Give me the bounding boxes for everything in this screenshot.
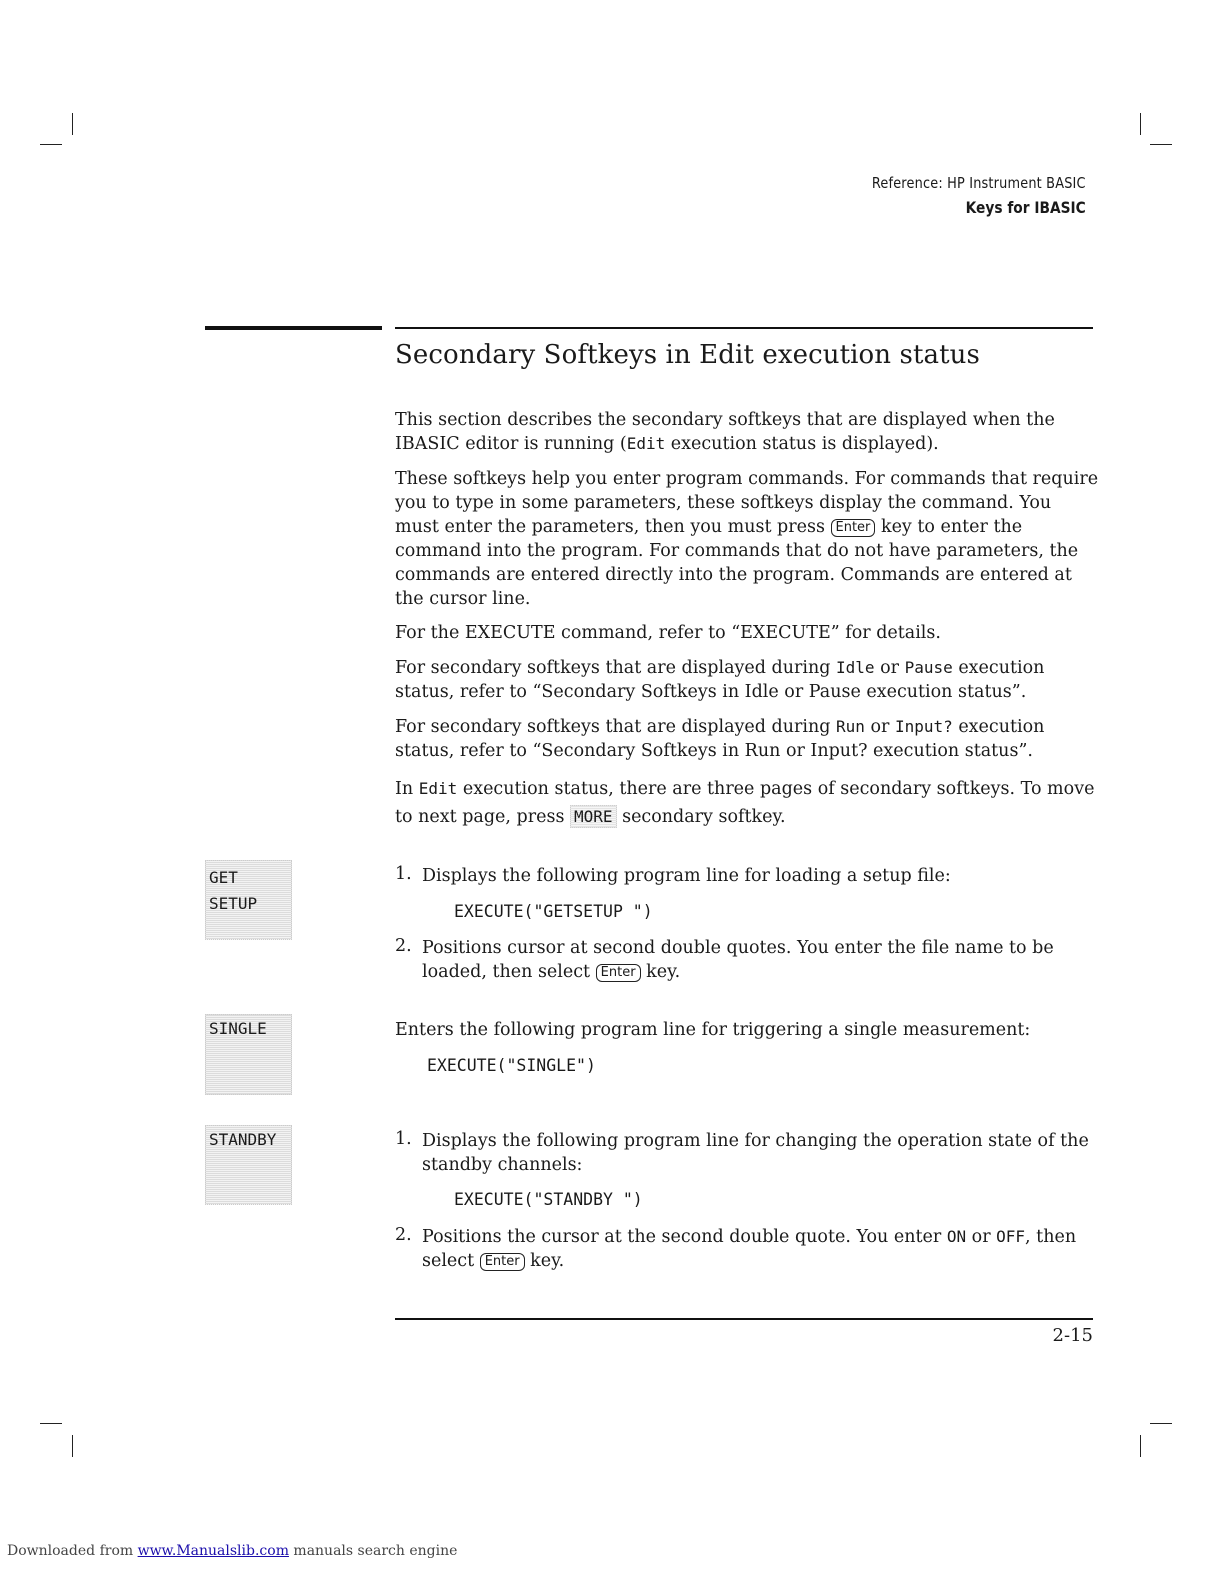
step-number: 2. <box>395 1225 412 1245</box>
single-softkey <box>205 1014 292 1095</box>
code-idle: Idle <box>836 658 875 677</box>
code-run: Run <box>836 717 865 736</box>
softkey-line: SINGLE <box>209 1019 267 1038</box>
text: or <box>864 717 895 737</box>
softkey-line: STANDBY <box>209 1130 277 1149</box>
text: These softkeys help you enter program commands. For commands that require you to type in some parameters, these softkeys display the command. You must enter the parameters, then you must press <box>395 469 1099 537</box>
code-input: Input? <box>894 717 953 736</box>
crop-mark <box>40 144 62 145</box>
enter-key: Enter <box>480 1253 525 1271</box>
softkey-line: GET <box>209 868 238 887</box>
get-setup-step1: Displays the following program line for loading a setup file: <box>422 866 951 886</box>
code-pause: Pause <box>904 658 953 677</box>
section-rule-thin <box>395 327 1093 329</box>
text: Positions the cursor at the second double quote. You enter <box>422 1227 947 1247</box>
step-number: 1. <box>395 864 412 884</box>
get-setup-code: EXECUTE("GETSETUP ") <box>454 902 653 921</box>
paragraph-pages <box>395 775 1100 831</box>
text: or <box>966 1227 997 1247</box>
code-edit: Edit <box>626 434 666 453</box>
text: execution status, there are three pages of secondary softkeys. To move to next page, press <box>395 779 1095 827</box>
single-code: EXECUTE("SINGLE") <box>427 1056 596 1075</box>
text: execution status, refer to “Secondary Softkeys in Run or Input? execution status”. <box>395 717 1045 761</box>
running-head-section: Keys for IBASIC <box>965 198 1086 217</box>
crop-mark <box>72 1435 73 1457</box>
crop-mark <box>72 113 73 135</box>
get-setup-softkey <box>205 860 292 940</box>
crop-mark <box>1140 1435 1141 1457</box>
section-title: Secondary Softkeys in Edit execution status <box>395 340 980 370</box>
single-description: Enters the following program line for triggering a single measurement: <box>395 1020 1031 1040</box>
text: This section describes the secondary softkeys that are displayed when the IBASIC editor is running ( <box>395 410 1055 454</box>
page-number: 2-15 <box>1052 1325 1093 1346</box>
crop-mark <box>1150 1423 1172 1424</box>
standby-softkey <box>205 1125 292 1205</box>
text: , then select <box>422 1227 1077 1271</box>
more-softkey: MORE <box>570 805 617 828</box>
get-setup-step2 <box>422 936 1102 984</box>
standby-step1: Displays the following program line for changing the operation state of the standby channels: <box>422 1131 1089 1175</box>
paragraph-softkeys-help <box>395 467 1100 611</box>
softkey-line: SETUP <box>209 894 258 913</box>
crop-mark <box>40 1423 62 1424</box>
paragraph-intro <box>395 408 1100 456</box>
standby-step2 <box>422 1225 1102 1273</box>
enter-key: Enter <box>596 964 641 982</box>
section-rule-thick <box>205 326 382 330</box>
text: execution status is displayed). <box>665 434 939 454</box>
text: key to enter the command into the program. For commands that do not have parameters, the commands are entered directly into the program. Commands are entered at the cursor line. <box>395 517 1079 609</box>
code-on: ON <box>946 1227 967 1246</box>
text: In <box>395 779 419 799</box>
running-head <box>837 174 1086 217</box>
text: Positions cursor at second double quotes. You enter the file name to be loaded, then select <box>422 938 1054 982</box>
paragraph-execute-ref: For the EXECUTE command, refer to “EXECUTE” for details. <box>395 623 941 643</box>
text: secondary softkey. <box>616 807 786 827</box>
crop-mark <box>1140 113 1141 135</box>
text: key. <box>640 962 681 982</box>
text: or <box>874 658 905 678</box>
code-off: OFF <box>996 1227 1026 1246</box>
step-number: 2. <box>395 936 412 956</box>
enter-key: Enter <box>831 519 876 537</box>
text: key. <box>524 1251 565 1271</box>
text: execution status, refer to “Secondary Softkeys in Idle or Pause execution status”. <box>395 658 1045 702</box>
paragraph-idle-pause-ref <box>395 656 1100 704</box>
step-number: 1. <box>395 1129 412 1149</box>
crop-mark <box>1150 144 1172 145</box>
running-head-reference: Reference: HP Instrument BASIC <box>872 174 1086 192</box>
text: For secondary softkeys that are displayed during <box>395 717 837 737</box>
manualslib-link[interactable]: www.Manualslib.com <box>137 1543 289 1559</box>
download-notice <box>7 1543 457 1559</box>
download-prefix: Downloaded from <box>7 1543 138 1559</box>
standby-code: EXECUTE("STANDBY ") <box>454 1190 643 1209</box>
text: For secondary softkeys that are displayed during <box>395 658 837 678</box>
download-suffix: manuals search engine <box>288 1543 458 1559</box>
footer-rule <box>395 1318 1093 1320</box>
paragraph-run-input-ref <box>395 715 1100 763</box>
code-edit: Edit <box>418 779 458 798</box>
